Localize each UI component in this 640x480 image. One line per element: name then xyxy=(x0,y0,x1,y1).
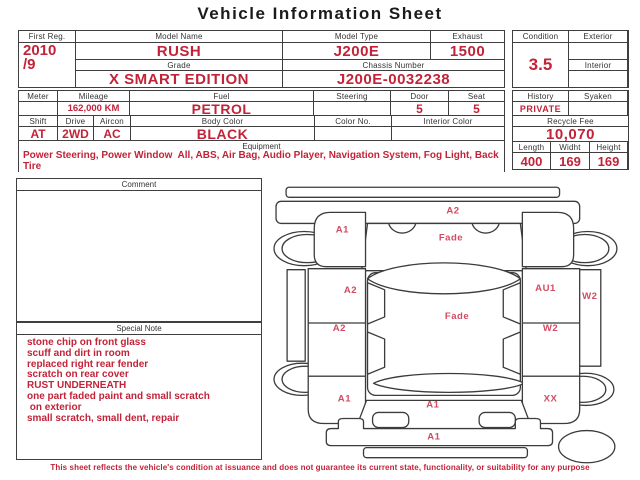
page-title: Vehicle Information Sheet xyxy=(197,4,443,23)
model-name-label: Model Name xyxy=(76,31,282,42)
aircon-value: AC xyxy=(94,127,130,140)
disclaimer-text: This sheet reflects the vehicle's condition at issuance and does not guarantee its current state, functionality, or suitability for any purpose xyxy=(50,463,590,472)
exhaust-label: Exhaust xyxy=(431,31,504,42)
history-label: History xyxy=(513,91,568,101)
damage-label-right-rear-fender: XX xyxy=(543,393,558,405)
color-no-label: Color No. xyxy=(315,116,391,126)
aircon-label: Aircon xyxy=(94,116,130,126)
damage-label-left-rear-door: A2 xyxy=(332,323,346,335)
rear-bottom-bar-shape xyxy=(364,448,528,458)
chassis-number-label: Chassis Number xyxy=(283,60,504,70)
damage-label-rear-bumper: A1 xyxy=(427,431,441,443)
car-damage-diagram xyxy=(268,182,640,474)
right-sill-shape xyxy=(579,270,601,367)
special-note-label: Special Note xyxy=(17,323,261,335)
fuel-label: Fuel xyxy=(130,91,313,101)
condition-value: 3.5 xyxy=(513,43,568,87)
right-rear-window-shape xyxy=(503,332,520,374)
condition-label: Condition xyxy=(513,31,568,42)
interior-color-label: Interior Color xyxy=(392,116,504,126)
exterior-label: Exterior xyxy=(569,31,627,42)
seat-value: 5 xyxy=(449,102,504,115)
right-front-window-shape xyxy=(503,283,520,324)
right-front-fender-shape xyxy=(522,212,573,266)
damage-label-roof: Fade xyxy=(444,310,470,322)
first-reg-value xyxy=(19,43,75,87)
first-reg-month: /9 xyxy=(23,56,36,74)
grade-label: Grade xyxy=(76,60,282,70)
condition-table xyxy=(512,30,629,88)
left-rear-window-shape xyxy=(368,332,385,374)
vehicle-identity-table xyxy=(18,30,505,88)
spare-tire-icon xyxy=(559,431,615,463)
special-note-line: small scratch, small dent, repair xyxy=(27,412,180,424)
left-front-fender-shape xyxy=(314,212,365,266)
steering-label: Steering xyxy=(314,91,390,101)
length-label: Length xyxy=(513,142,550,152)
car-diagram-svg xyxy=(268,182,640,474)
damage-label-front-bumper: A2 xyxy=(446,205,460,217)
mileage-value: 162,000 KM xyxy=(58,102,129,115)
comment-body xyxy=(17,191,261,194)
exterior-value xyxy=(569,43,627,59)
left-front-window-shape xyxy=(368,283,385,324)
color-no-value xyxy=(315,127,391,140)
special-note-line: scuff and dirt in room xyxy=(27,347,130,359)
height-label: Height xyxy=(590,142,627,152)
damage-label-right-front-door: AU1 xyxy=(535,282,556,294)
meter-label: Meter xyxy=(19,91,57,101)
length-value: 400 xyxy=(513,153,550,169)
mileage-fuel-table xyxy=(18,90,505,116)
comment-box xyxy=(16,178,262,322)
history-table xyxy=(512,90,629,116)
drive-value: 2WD xyxy=(58,127,93,140)
interior-value xyxy=(569,71,627,87)
comment-label: Comment xyxy=(17,179,261,191)
equipment-cell xyxy=(19,141,504,172)
model-type-label: Model Type xyxy=(283,31,430,42)
steering-value xyxy=(314,102,390,115)
shift-value: AT xyxy=(19,127,57,140)
mileage-label: Mileage xyxy=(58,91,129,101)
special-note-box xyxy=(16,322,262,460)
body-color-value: BLACK xyxy=(131,127,314,140)
exhaust-value: 1500 xyxy=(431,43,504,59)
interior-color-value xyxy=(392,127,504,140)
model-name-value: RUSH xyxy=(76,43,282,59)
left-sill-shape xyxy=(287,270,305,361)
damage-label-hood: Fade xyxy=(438,232,464,244)
recycle-fee-label: Recycle Fee xyxy=(513,116,628,126)
damage-label-left-front-fender: A1 xyxy=(335,224,350,236)
height-value: 169 xyxy=(590,153,627,169)
fuel-value: PETROL xyxy=(130,102,313,115)
model-type-value: J200E xyxy=(283,43,430,59)
damage-label-left-rear-fender: A1 xyxy=(337,393,352,405)
equipment-label: Equipment xyxy=(242,142,281,151)
special-note-line: on exterior xyxy=(27,401,82,413)
damage-label-left-front-door: A2 xyxy=(343,284,358,296)
drive-label: Drive xyxy=(58,116,93,126)
special-note-line: one part faded paint and small scratch xyxy=(27,390,210,402)
damage-label-right-sill: W2 xyxy=(582,290,598,302)
chassis-number-value: J200E-0032238 xyxy=(283,71,504,87)
trunk-shape xyxy=(355,400,532,429)
seat-label: Seat xyxy=(449,91,504,101)
door-label: Door xyxy=(391,91,448,101)
shift-label: Shift xyxy=(19,116,57,126)
special-note-line: RUST UNDERNEATH xyxy=(27,380,127,392)
recycle-fee-table xyxy=(512,115,629,142)
syaken-value xyxy=(569,102,627,115)
width-value: 169 xyxy=(551,153,589,169)
front-top-bar-shape xyxy=(286,187,559,197)
interior-label: Interior xyxy=(569,60,627,70)
special-note-line: replaced right rear fender xyxy=(27,358,149,370)
damage-label-trunk: A1 xyxy=(426,399,440,411)
equipment-value: Power Steering, Power Window All, ABS, Air Bag, Audio Player, Navigation System, Fog Light, Back Tire xyxy=(23,150,502,172)
width-label: Widht xyxy=(551,142,589,152)
door-value: 5 xyxy=(391,102,448,115)
meter-value xyxy=(19,102,57,115)
damage-label-right-rear-door: W2 xyxy=(542,323,559,335)
special-note-line: scratch on rear cover xyxy=(27,369,129,381)
recycle-fee-value: 10,070 xyxy=(513,127,628,141)
grade-value: X SMART EDITION xyxy=(76,71,282,87)
equipment-table xyxy=(18,140,505,172)
drivetrain-color-table xyxy=(18,115,505,141)
history-value: PRIVATE xyxy=(513,102,568,115)
dimensions-table xyxy=(512,141,629,170)
first-reg-year: 2010 xyxy=(23,43,57,59)
syaken-label: Syaken xyxy=(569,91,627,101)
special-note-body xyxy=(17,335,261,424)
special-note-line: stone chip on front glass xyxy=(27,337,146,348)
body-color-label: Body Color xyxy=(131,116,314,126)
first-reg-label: First Reg. xyxy=(19,31,75,42)
